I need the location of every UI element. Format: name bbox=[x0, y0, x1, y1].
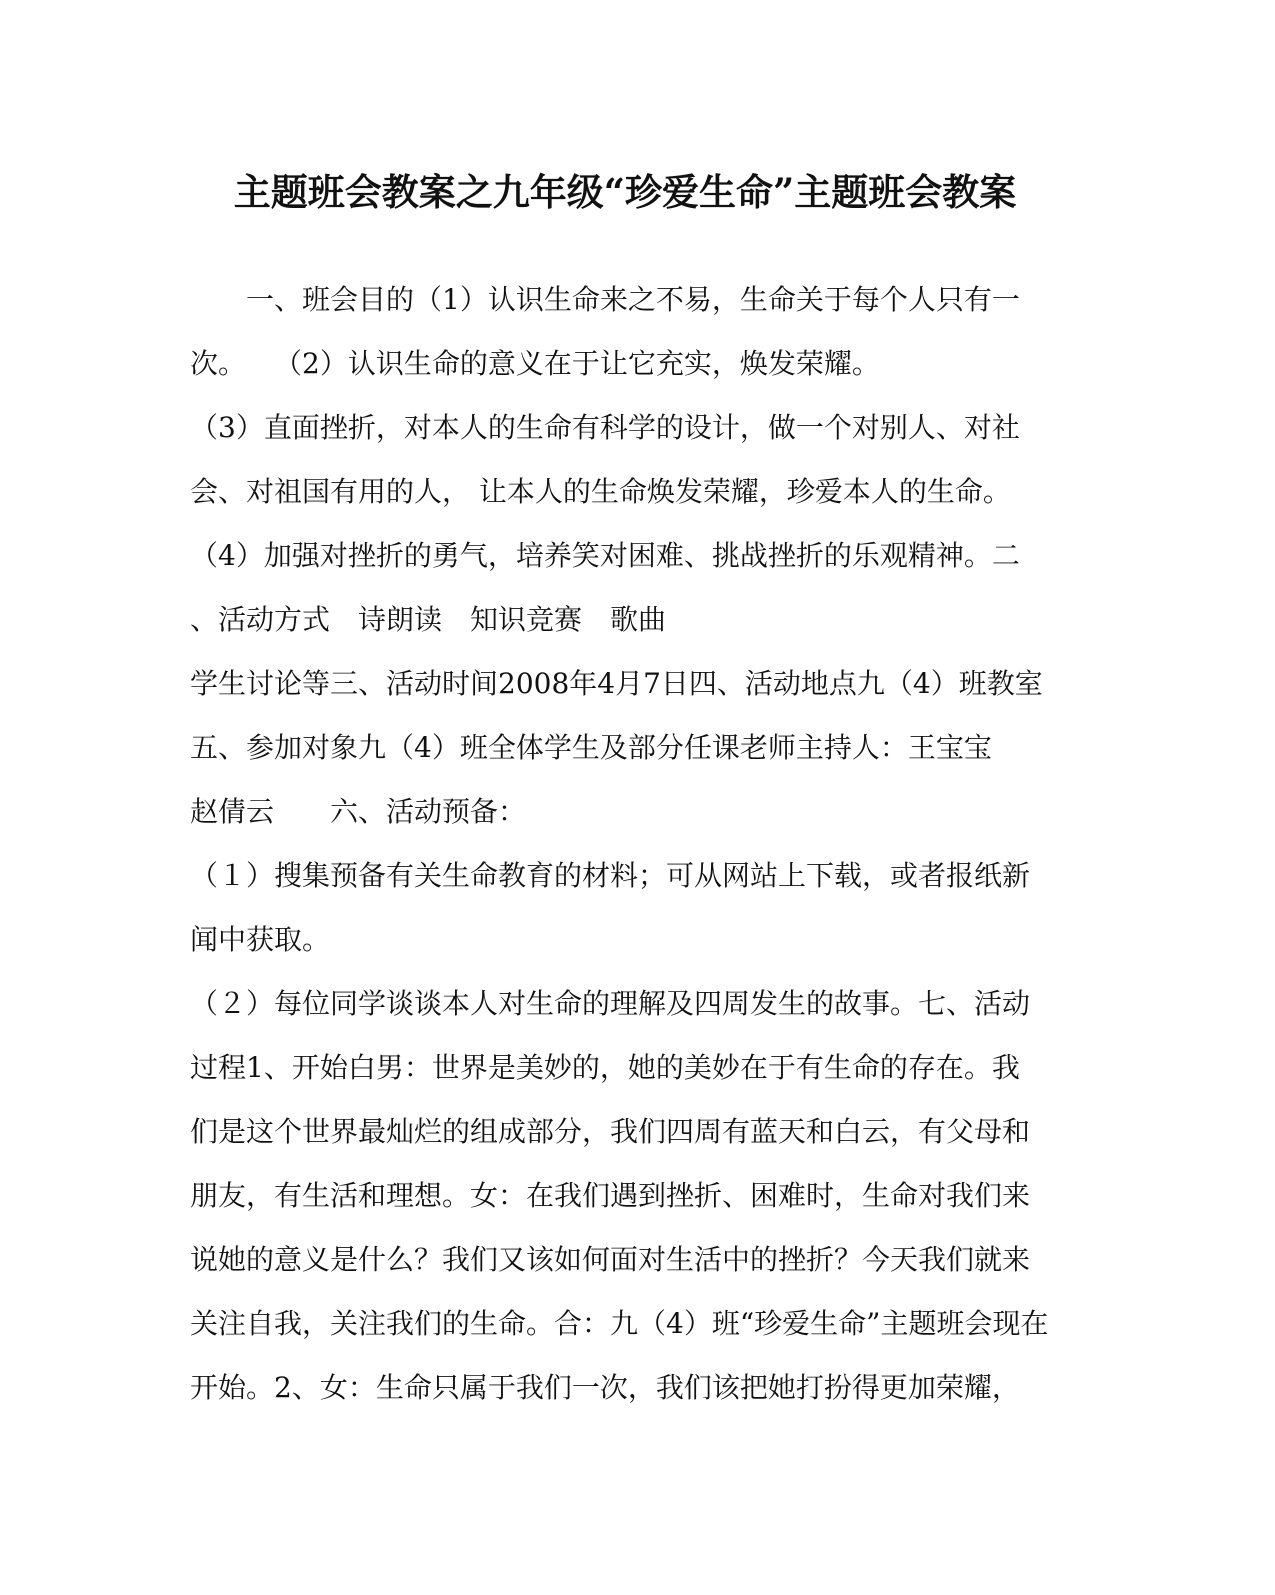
body-line: 次。 （2）认识生命的意义在于让它充实，焕发荣耀。 bbox=[190, 347, 880, 380]
body-line: 五、参加对象九（4）班全体学生及部分任课老师主持人：王宝宝 bbox=[190, 731, 992, 764]
body-line: 过程1、开始白男：世界是美妙的，她的美妙在于有生命的存在。我 bbox=[190, 1051, 1020, 1084]
document-title: 主题班会教案之九年级“珍爱生命”主题班会教案 bbox=[233, 170, 1017, 214]
body-line: 关注自我，关注我们的生命。合：九（4）班“珍爱生命”主题班会现在 bbox=[190, 1307, 1049, 1340]
body-line: （２）每位同学谈谈本人对生命的理解及四周发生的故事。七、活动 bbox=[190, 987, 1031, 1020]
body-line: 开始。2、女：生命只属于我们一次，我们该把她打扮得更加荣耀， bbox=[190, 1371, 1020, 1404]
body-line: 们是这个世界最灿烂的组成部分，我们四周有蓝天和白云，有父母和 bbox=[190, 1115, 1031, 1148]
body-line: 一、班会目的（1）认识生命来之不易，生命关于每个人只有一 bbox=[190, 283, 1020, 316]
body-line: （3）直面挫折，对本人的生命有科学的设计，做一个对别人、对社 bbox=[190, 411, 1020, 444]
body-line: 朋友，有生活和理想。女：在我们遇到挫折、困难时，生命对我们来 bbox=[190, 1179, 1031, 1212]
body-line: 、活动方式 诗朗读 知识竞赛 歌曲 bbox=[190, 603, 667, 636]
body-line: 会、对祖国有用的人， 让本人的生命焕发荣耀，珍爱本人的生命。 bbox=[190, 475, 1011, 508]
body-line: 学生讨论等三、活动时间2008年4月7日四、活动地点九（4）班教室 bbox=[190, 667, 1043, 700]
body-line: 闻中获取。 bbox=[190, 923, 331, 956]
body-line: 赵倩云 六、活动预备： bbox=[190, 795, 527, 828]
body-line: （4）加强对挫折的勇气，培养笑对困难、挑战挫折的乐观精神。二 bbox=[190, 539, 1020, 572]
body-line: （１）搜集预备有关生命教育的材料；可从网站上下载，或者报纸新 bbox=[190, 859, 1031, 892]
body-line: 说她的意义是什么？我们又该如何面对生活中的挫折？今天我们就来 bbox=[190, 1243, 1031, 1276]
